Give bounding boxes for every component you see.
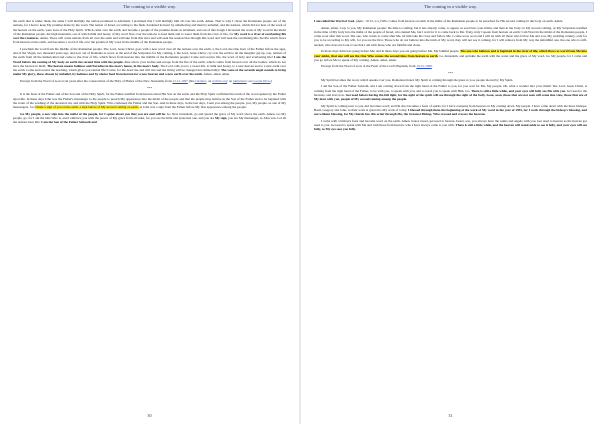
page-header: The coming in a visible way. (6, 2, 293, 12)
highlighted-text: The one who believes and is baptized in the river of life, which flows as word from Me into your midst, that one will see the One Who comes the second time from heaven to earth. (314, 49, 588, 58)
section-separator: *** (147, 85, 152, 90)
paragraph: My Spirit becomes the word, which speaks over you, Romanian Israel. My Spirit is coming through the gates to you, people moved by My Spirit. (321, 77, 514, 82)
paragraph: I proclaim the word from the middle of the Romanian people. The Lord, Jesus Christ, goes with a new word over all the nations over the earth, I, the Lord, the One born of the Father before the ages, and of the Virgin, two thousand years ago, and now out of Romania as word, at the end of the Scriptures for My coming, I, the Lord, Jesus Christ, cry over the earth to all the margins: get up, you, nations of the earth from all the human kind and come to the river of life, which flows from heaven into the middle of the Romanian people! Come and receive life, the word of holy and everlasting life! I am the Word before the coming of My body on earth the second time with the people. Rise above your bodies and escape from the fire of the earth, which comes from heaven over all the bodies, which do not have the heaven in them. The heaven means holiness and Paradise in the man's house, in the man's body. The Lord calls you to a sweet life, to milk and honey, to a new heaven and to a new earth over the earth. Come and receive the teaching, which gives you eternal life! Come, for the dead rise and will rise and the living will be changed into immortality! The voice of the seventh angel sounds to bring under My glory, those chosen by unbelief, by holiness and by choice food from heaven for a new heaven and a new earth over the earth. Amen, amen, amen. (13, 46, 287, 77)
archive-link[interactable]: archive.org (212, 79, 228, 84)
paragraph: Go My people, a new sign into the midst of the people, for I spoke about you that you are and will be. Go New Jerusalem, go and spread the grace of My word above the earth. Amen. Go My people, go, for I am the One Who is, and I embrace you with the power of My grace from all sides, for you are the little and protected one, and you are My sign, you are My messenger, as John was. Let all the nations hear this: I am the Son of the Father Sabaoth and (13, 111, 287, 125)
page-body (314, 19, 587, 134)
excerpt-citation: Excerpt from the Word of God at six years after the consecration of the Holy of Holies of the New Jerusalem, from 12-12-1997 (On Calameo, on archive.org; on jumpshare; on Google Drive) (20, 79, 272, 84)
paragraph: I am called the Word of God. (Apoc. 19:13, n.n.) Who comes from heaven on earth in the midst of the Romanian people to be preached for His second coming in the body on earth. Amen. (314, 19, 564, 23)
paragraph: Amen, amen, I say to you, My Romanian people: the time is coming, but it has already come, to appear as word into your midst, and then in the body on My second coming, as My Scriptures testified in the time of My body into the midst of the people of Israel, who denied Me, but I wait for it to come back to Me. Truly, truly I speak from heaven on earth: I am Word in the midst of the Romanian people. I come soon after this word. The one, who wants to come after Me, let him take his cross and follow Me. I come soon, soon and I will be with all those who follow Me and you, My wedding century, only for you to be according to My will, for you are the first. Those who do not believe into the truth of My word, they will not see it coming, for I will remove from My way the unfaithful one, the one who is stiff-necked, who does not look to see that I am with those who are faithful and clean. (314, 25, 587, 47)
calameo-link[interactable]: Calameo (194, 79, 207, 84)
google-drive-link[interactable]: Google Drive (252, 79, 271, 84)
section-separator: *** (448, 71, 453, 76)
page-number: 31 (448, 413, 453, 418)
paragraph: I am the Son of the Father Sabaoth, and I am coming down from the right hand of the Father to you, for you wait for Me, My people. Oh, what a wonder into your midst! The Lord, Jesus Christ, is coming from the right hand of the Father, to be with you, to speak with you, and to teach you to speak with Him, too. There is still a little while, and your eyes will fully see Me with you. Get used to the heavens, and start now. Get used before having the full light, for the sight of the spirit will see through the sight of the body. Soon, soon, those that are not seen will come into view, those that are of My feast with you, people of My second coming among the people. (314, 84, 587, 102)
paragraph: In those days John was going before Me; and in these days you are going before Me, My faithful people. The one who believes and is baptized in the river of life, which flows as word from Me into your midst, that one will see the One Who comes the second time from heaven to earth. Go Jerusalem, and sprinkle the earth with the water and the grace of My word. Go My people, for I come and you go before Me to speak of My coming. Amen, amen, amen. (314, 49, 588, 62)
right-page (301, 0, 600, 424)
paragraph: My Spirit is coming near to you and becomes word; and He also becomes a feast of spirits, for I have company from heaven on My coming down, My people. I have come down with the three bishops, Basil, Gregory and John, as their work is great into My work of today. I blessed through them the beginning of the work of My word in the year of 1955, for I work through the bishop's blessing, and not without blessing, for My church has this order through Me, the Greatest Bishop, Who crossed and crosses the heavens. (314, 103, 587, 117)
excerpt-citation: Excerpt from the Word of God, at the Feast of the Lord's Baptism, from 19-01-1998. (321, 64, 433, 69)
page-header: The coming in a visible way. (307, 2, 594, 12)
date-link[interactable]: 19-01-1998 (416, 64, 432, 69)
highlighted-text: I made a sign of you on the earth, a sign before of My second coming on earth, (34, 105, 139, 110)
paragraph: It is the feast of the Father and of the Son and of the Holy Spirit, for the Father testified from heaven about His Son on the earth, and the Holy Spirit confirmed the truth of the word spoken by the Father upon Me. In these days John was the Father's messenger to the people to preach My appearance into the midst of the people and that the people may believe in the Son of the Father and to be baptized with the water of the washing of the ancestral sin, and with the Holy Spirit. Who confessed the Father and the Son. And in these days, in the last days, I sent you among the people, you, My people, as one of My messengers, for I made a sign of you on the earth, a sign before of My second coming on earth, as John was a sign from the Father before My first appearance among the people. (13, 92, 286, 110)
page-body (13, 19, 286, 127)
jumpshare-link[interactable]: jumpshare (232, 79, 247, 84)
paragraph: I come with a bishop's feast and become word on the earth. Amen. Israel, bread, get used to heaven. Israel, son, you always have the saints and angels with you. Get used to heaven as the heaven got used to you. Get used to speak with Me and with those from heaven, who I have always come to you with. There is still a little while, and the heaven will stand aside to see it fully, and your eyes will see fully, as My eye sees you fully. (314, 118, 587, 132)
left-page (0, 0, 299, 424)
page-number: 30 (147, 413, 152, 418)
date-link[interactable]: 12-12-1997 (172, 79, 188, 84)
paragraph: the earth that is under them, the same I will multiply the nation promised to Abraham; I promised that I will multiply him all over the earth. Amen. That is why I chose the Romanian people out of the nations, for I had to keep My promise made by the word. The nation of Israel, according to the flesh, hardened its heart by unbelieving and then by unbelief, and the nations, which did not hear of the work of the heaven on the earth, were born of the Holy Spirit. Which came over the earth, and became a people of the promise made on Abraham, and out of this dough I increased the work of My word in the midst of the Romanian people, the high mountain, out of which milk and honey of My word flow over the nations to feed them and to water them from the river of life, for My word is a river of everlasting life over the creatures. Amen. There will come nations from all over the earth and will take from this river and will seek the resurrection through this word and will seek the everlasting life, the life which flows from heaven on the earth, and becomes a word of life over the garden of My word in the middle of the Romanian people. (13, 19, 287, 45)
